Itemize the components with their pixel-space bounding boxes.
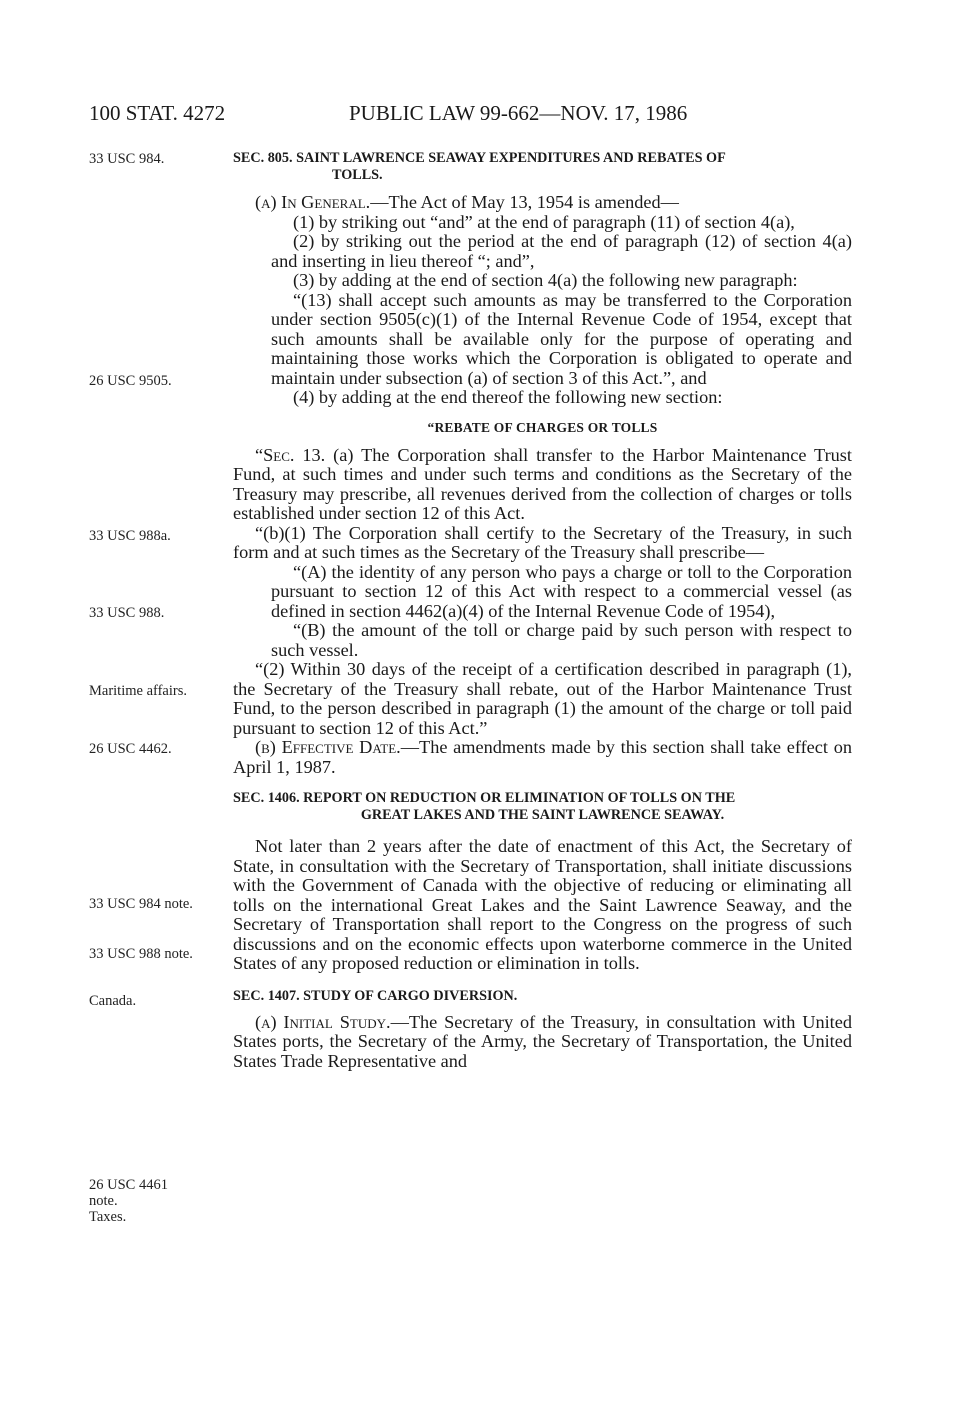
margin-note-26usc4461: 26 USC 4461: [89, 1177, 168, 1193]
sec805-heading-first: SEC. 805. SAINT LAWRENCE SEAWAY EXPENDITURES AND REBATES OF: [233, 150, 726, 166]
sec1406-heading: [233, 790, 852, 807]
sec805-b-text: —The amendments made by this section shall take effect on April 1, 1987.: [233, 737, 852, 777]
sec805-item3: (3) by adding at the end of section 4(a) the following new paragraph:: [293, 270, 798, 290]
margin-note-33usc988a: 33 USC 988a.: [89, 528, 171, 544]
margin-note-26usc9505: 26 USC 9505.: [89, 373, 172, 389]
sec805-b: [233, 738, 852, 777]
sec805-item4: (4) by adding at the end thereof the following new section:: [293, 387, 723, 407]
sec13-bB: “(B) the amount of the toll or charge paid by such person with respect to such vessel.: [271, 620, 852, 660]
page-number-header: 100 STAT. 4272: [89, 101, 226, 125]
sec1406-heading-second: GREAT LAKES AND THE SAINT LAWRENCE SEAWAY.: [360, 807, 725, 823]
sec13-bA: “(A) the identity of any person who pays a charge or toll to the Corporation pursuant to section 12 of this Act with respect to a commercial vessel (as defined in section 4462(a)(4) of the Internal Revenue Code of 1954),: [271, 561, 852, 621]
sec1406-heading-first: SEC. 1406. REPORT ON REDUCTION OR ELIMINATION OF TOLLS ON THE: [233, 790, 736, 806]
margin-note-taxes: Taxes.: [89, 1209, 127, 1225]
margin-note-33usc984: 33 USC 984.: [89, 151, 165, 167]
sec13-label: “Sec.: [255, 444, 295, 465]
sec805-item2: (2) by striking out the period at the end of paragraph (12) of section 4(a) and inserting in lieu thereof “; and”,: [271, 231, 852, 271]
sec805-item3-quote: “(13) shall accept such amounts as may be transferred to the Corporation under section 9505(c)(1) of the Internal Revenue Code of 1954, except that such amounts shall be available only for the purpose of operating and maintaining those works which the Corporation is obligated to operate and maintain under subsection (a) of section 3 of this Act.”, and: [271, 289, 852, 388]
margin-note-note: note.: [89, 1193, 118, 1209]
running-title-header: PUBLIC LAW 99-662—NOV. 17, 1986: [349, 101, 688, 125]
margin-note-33usc984-note: 33 USC 984 note.: [89, 896, 193, 912]
sec805-b-label: (b) Effective Date.: [255, 737, 401, 757]
sec805-item1: (1) by striking out “and” at the end of paragraph (11) of section 4(a),: [293, 211, 795, 232]
margin-note-maritime: Maritime affairs.: [89, 683, 187, 699]
rebate-caption: “REBATE OF CHARGES OR TOLLS: [427, 419, 658, 435]
sec805-heading-second: TOLLS.: [332, 167, 383, 183]
sec805-heading: [233, 150, 852, 184]
document-body: [233, 150, 852, 1071]
sec1407-a-label: (a) Initial Study.: [255, 1011, 391, 1032]
sec1407-a-text: —The Secretary of the Treasury, in consultation with United States ports, the Secretary of the Army, the Secretary of Transportation, the United States Trade Representative and: [233, 1011, 853, 1071]
sec1407-a: [233, 1013, 852, 1072]
sec13-a: [233, 446, 852, 524]
margin-note-26usc4462: 26 USC 4462.: [89, 741, 172, 757]
sec805-a-label: (a) In General.: [255, 192, 371, 212]
sec1406-text: Not later than 2 years after the date of enactment of this Act, the Secretary of State, in consultation with the Secretary of Transportation, shall initiate discussions with the Government of Canada with the objective of reducing or eliminating all tolls on the international Great Lakes and the Saint Lawrence Seaway, and the Secretary of Transportation shall report to the Congress on the progress of such discussions and on the economic effects upon waterborne commerce in the United States of any proposed reduction or elimination in tolls.: [233, 836, 852, 973]
margin-note-33usc988-note: 33 USC 988 note.: [89, 946, 193, 962]
sec1407-heading: SEC. 1407. STUDY OF CARGO DIVERSION.: [233, 987, 518, 1004]
sec805-a: [233, 193, 852, 213]
sec13-b2: “(2) Within 30 days of the receipt of a certification described in paragraph (1), the Secretary of the Treasury shall rebate, out of the Harbor Maintenance Trust Fund, to the person described in paragraph (1) the amount of the charge or toll paid pursuant to section 12 of this Act.”: [233, 659, 852, 738]
sec805-a-text: —The Act of May 13, 1954 is amended—: [370, 192, 679, 212]
sec13-b1: “(b)(1) The Corporation shall certify to the Secretary of the Treasury, in such form and at such times as the Secretary of the Treasury shall prescribe—: [233, 522, 852, 562]
sec13-a-text: 13. (a) The Corporation shall transfer to the Harbor Maintenance Trust Fund, at such times and under such terms and conditions as the Secretary of the Treasury may prescribe, all revenues derived from the collection of charges or tolls established under section 12 of this Act.: [233, 444, 852, 523]
margin-note-canada: Canada.: [89, 993, 137, 1009]
margin-note-33usc988: 33 USC 988.: [89, 605, 165, 621]
